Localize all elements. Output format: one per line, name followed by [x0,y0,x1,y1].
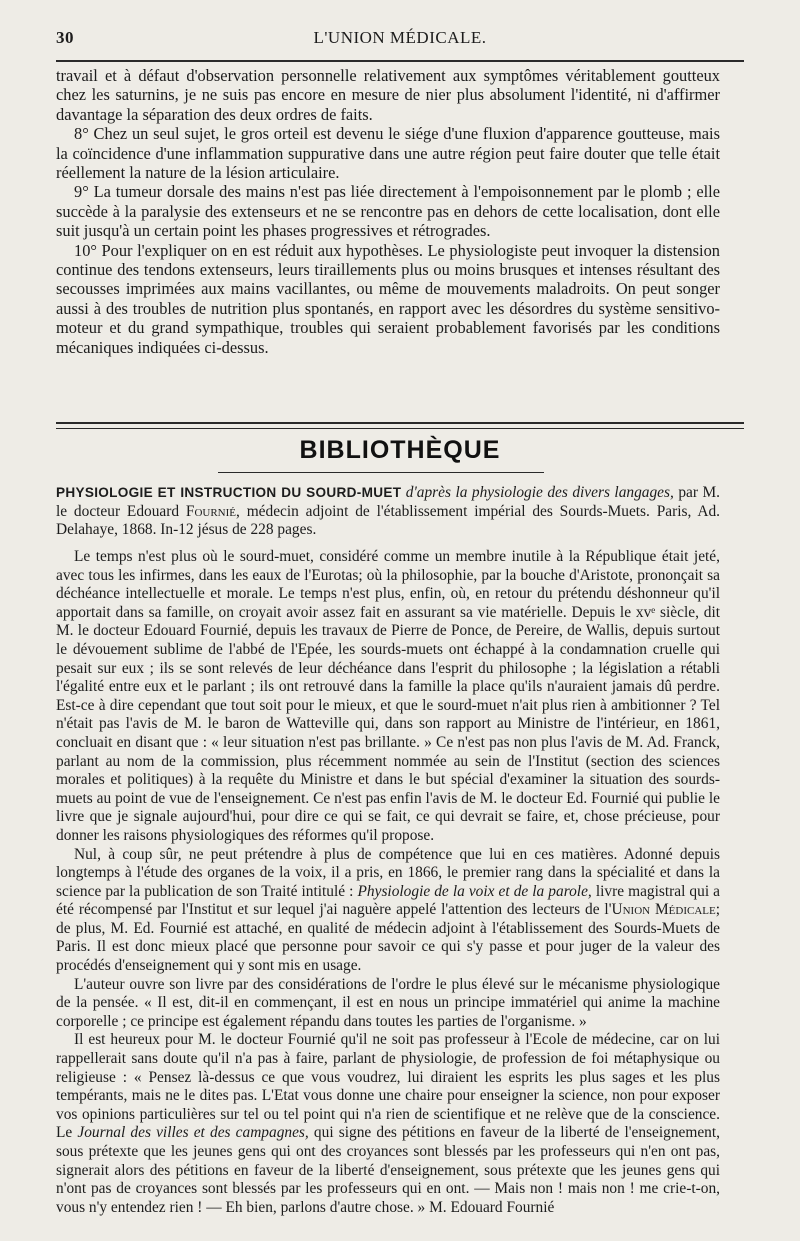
review-paragraph-2 [56,846,720,976]
book-subtitle: d'après la physiologie des divers langages, [405,484,674,501]
paragraph-point-10: 10° Pour l'expliquer on en est réduit aux hypothèses. Le physiologiste peut invoquer la distension continue des tendons extenseurs, leurs tiraillements plus ou moins brusques et intenses résultant des secousses imprimées aux mains vacillantes, ou même de mouvements maladroits. On peut songer aussi à des troubles de nutrition plus spontanés, en rapport avec les désordres du système sensitivo-moteur et du grand sympathique, troubles qui seraient probablement favorisés par les conditions mécaniques indiquées ci-dessus. [56,240,720,357]
review-paragraph-2-part-b: livre magistral qui a été récompensé par l'Institut et sur lequel j'ai naguère appelé l'attention des lecteurs de l' [56,882,720,919]
journal-title: L'UNION MÉDICALE. [313,28,487,47]
journal-name-mention: Union Médicale [611,901,716,919]
cited-work-title: Physiologie de la voix et de la parole, [357,882,592,900]
cited-newspaper-title: Journal des villes et des campagnes, [77,1124,309,1142]
review-text [56,548,720,1217]
book-publication-details: , médecin adjoint de l'établissement impérial des Sourds-Muets. Paris, Ad. Delahaye, 1868. In-12 jésus de 228 pages. [56,502,720,539]
paragraph-point-9: 9° La tumeur dorsale des mains n'est pas liée directement à l'empoisonnement par le plomb ; elle succède à la paralysie des extenseurs et ne se rencontre pas en dehors de cette localisation, dont elle suit jusqu'à un certain point les phases progressives et rétrogrades. [56,182,720,241]
book-author-name: Fournié [185,502,237,520]
book-title: PHYSIOLOGIE ET INSTRUCTION DU SOURD-MUET [56,485,402,500]
article-continuation [56,66,720,357]
running-head [56,28,744,54]
review-paragraph-2-part-a: Nul, à coup sûr, ne peut prétendre à plus de compétence que lui en ces matières. Adonné depuis longtemps à l'étude des organes de la voix, il a pris, en 1866, le premier rang dans la spécialité et dans la science par la publication de son Traité intitulé : [56,845,720,900]
section-divider [56,422,744,429]
review-paragraph-4 [56,1031,720,1217]
book-citation [56,484,720,540]
section-title-underline [218,472,544,473]
review-paragraph-3: L'auteur ouvre son livre par des considérations de l'ordre le plus élevé sur le mécanisme physiologique de la pensée. « Il est, dit-il en commençant, il est en nous un principe immatériel qui anime la machine corporelle ; ce principe est également répandu dans toutes les parties de l'organisme. » [56,975,720,1030]
book-author-prefix: par M. le docteur Edouard [56,484,720,520]
header-rule [56,60,744,62]
review-paragraph-1: Le temps n'est plus où le sourd-muet, considéré comme un membre inutile à la République était jeté, avec tous les infirmes, dans les eaux de l'Eurotas; où la philosophie, par la bouche d'Aristote, prononçait sa déchéance intellectuelle et morale. Le temps n'est plus, enfin, où, en retour du prétendu déshonneur qu'il apportait dans sa famille, on croyait avoir assez fait en assurant sa vie matérielle. Depuis le xvᵉ siècle, dit M. le docteur Edouard Fournié, depuis les travaux de Pierre de Ponce, de Pereire, de Wallis, depuis surtout le dévouement sublime de l'abbé de l'Epée, les sourds-muets ont échappé à la condamnation cruelle qui pesait sur eux ; ils se sont relevés de leur déchéance dans l'esprit du philosophe ; la législation a rétabli l'égalité entre eux et le parlant ; ils ont retrouvé dans la famille la place qu'ils n'auraient jamais dû perdre. Est-ce à dire cependant que tout soit pour le mieux, et que le sourd-muet n'ait plus rien à ambitionner ? Tel n'était pas l'avis de M. le baron de Watteville qui, dans son rapport au Ministre de l'intérieur, en 1861, concluait en disant que : « leur situation n'est pas brillante. » Ce n'est pas non plus l'avis de M. Ad. Franck, parlant au nom de la commission, plus récemment nommée au sein de l'Institut (section des sciences morales et politiques) à la requête du Ministre et dans le but spécial d'examiner la situation des sourds-muets au point de vue de l'enseignement. Ce n'est pas enfin l'avis de M. le docteur Ed. Fournié qui publie le livre que je signale aujourd'hui, pour dire ce qui se fait, ce qui devrait se faire, et, chose précieuse, pour donner les raisons physiologiques des réformes qu'il propose. [56,548,720,844]
paragraph-continuation: travail et à défaut d'observation personnelle relativement aux symptômes véritablement goutteux chez les saturnins, je ne suis pas encore en mesure de nier plus absolument l'identité, ni d'affirmer davantage la séparation des deux ordres de faits. [56,66,720,124]
review-paragraph-2-part-c: ; de plus, M. Ed. Fournié est attaché, en qualité de médecin adjoint à l'établissement des Sourds-Muets de Paris. Il est donc mieux placé que personne pour savoir ce qui s'y passe et pour juger de la valeur des procédés d'enseignement qui y sont mis en usage. [56,901,720,975]
page-number: 30 [56,28,74,47]
review-paragraph-4-part-a: Il est heureux pour M. le docteur Fournié qu'il ne soit pas professeur à l'Ecole de médecine, car on lui rappellerait sans doute qu'il n'a pas à faire, parlant de physiologie, de profession de foi métaphysique ou religieuse : « Pensez là-dessus ce que vous voudrez, lui diraient les esprits les plus sages et les plus tempérants, mais ne le dites pas. L'Etat vous donne une chaire pour enseigner la science, non pour exposer vos opinions particulières sur tel ou tel point qui n'a rien de scientifique et ne relève que de la conscience. Le [56,1031,720,1142]
review-paragraph-4-part-b: qui signe des pétitions en faveur de la liberté de l'enseignement, sous prétexte que les jeunes gens qui ont des croyances sont blessés par les professeurs qui n'en ont pas, signerait alors des pétitions en faveur de la liberté d'enseignement, sous prétexte que les jeunes gens qui n'ont pas de croyances sont blessés par les professeurs qui en ont. — Mais non ! mais non ! me crie-t-on, vous n'y entendez rien ! — Eh bien, parlons d'autre chose. » M. Edouard Fournié [56,1124,720,1216]
section-title: BIBLIOTHÈQUE [299,436,501,464]
paragraph-point-8: 8° Chez un seul sujet, le gros orteil est devenu le siége d'une fluxion d'apparence goutteuse, mais la coïncidence d'une inflammation suppurative dans une autre région peut faire douter que telle était réellement la nature de la lésion articulaire. [56,124,720,183]
